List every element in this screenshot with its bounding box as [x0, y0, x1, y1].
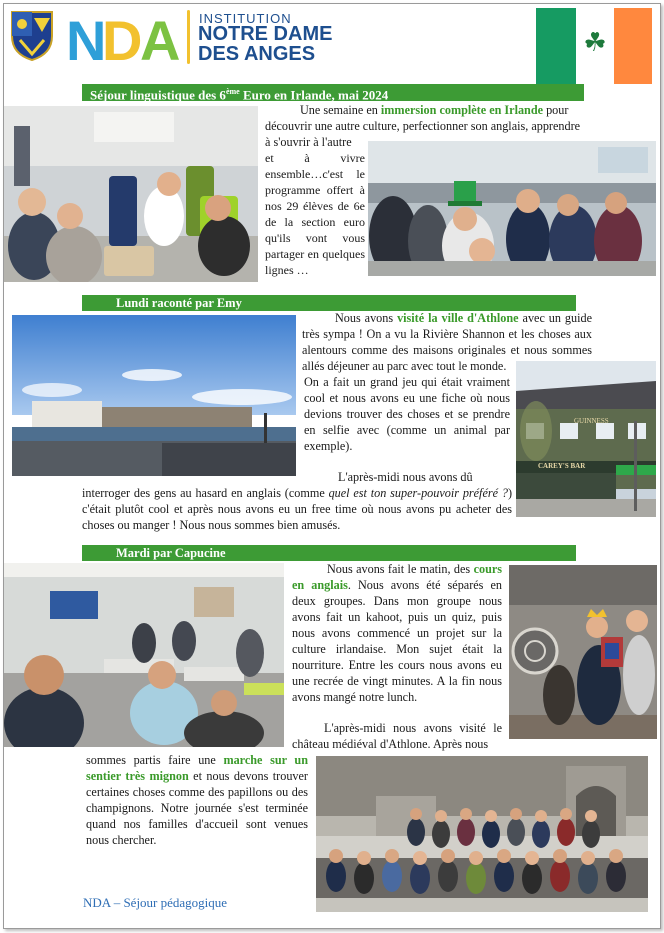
monday-p1-pre: Nous avons: [335, 311, 398, 325]
page-title: [82, 84, 584, 101]
title-superscript: ème: [225, 87, 240, 96]
monday-p2-pre: interroger des gens au hasard en anglais (comme: [82, 486, 329, 500]
logo-letter-a: A: [140, 10, 181, 66]
intro-rest: et à vivre ensemble…c'est le programme offert à nos 29 élèves de 6e de la section euro qu'ils vont vous partager en quelques lignes …: [265, 151, 365, 277]
intro-text-post: pour: [543, 103, 569, 117]
tuesday-paragraph-2: [86, 752, 308, 848]
photo-students-airport-floor: [4, 106, 258, 282]
logo-letter-d: D: [102, 10, 143, 66]
title-text-pre: Séjour linguistique des 6: [90, 87, 226, 103]
irish-flag-green: [536, 8, 576, 84]
intro-line-2: découvrir une autre culture, perfectionner son anglais, apprendre: [265, 119, 581, 133]
school-name-line1: NOTRE DAME: [198, 23, 333, 45]
irish-flag-orange: [614, 8, 652, 84]
photo-students-airport-hall: [368, 141, 656, 276]
page: [3, 3, 661, 929]
monday-p2-post: ) c'était plutôt cool et après nous avons eu un free time où nous avons pu acheter des choses ou manger ! Nous nous sommes bien amusés.: [82, 486, 512, 532]
monday-p1-post: avec un guide très sympa ! On a vu la Rivière Shannon et les choses aux alentours comme des maisons originales et nous sommes allés déjeuner au parc avec tout le monde.: [302, 311, 593, 373]
school-crest: [10, 10, 54, 62]
monday-paragraph-2-start: L'après-midi nous avons dû: [338, 470, 473, 484]
photo-classroom-lesson: [4, 563, 284, 747]
tuesday-p2-post: et nous devons trouver certaines choses comme des papillons ou des champignons. Notre journée s'est terminée quand nos familles d'accueil sont venues nous chercher.: [86, 769, 308, 847]
intro-line-1: [300, 102, 578, 118]
institution-label: INSTITUTION: [199, 11, 292, 26]
shamrock-icon: ☘: [583, 28, 607, 58]
nda-logo: [66, 10, 181, 66]
section-monday-heading: Lundi raconté par Emy: [82, 295, 576, 311]
tuesday-paragraph-1: [292, 561, 502, 705]
tuesday-p2-start: L'après-midi nous avons visité le château médiéval d'Athlone. Après nous: [292, 721, 502, 751]
shop-sign-careys-bar: CAREY'S BAR: [538, 462, 586, 470]
tuesday-highlight-walk: marche sur un sentier très mignon: [86, 753, 308, 783]
monday-highlight: visité la ville d'Athlone: [397, 311, 519, 325]
photo-careys-bar-street: [516, 361, 656, 517]
tuesday-p1-post: . Nous avons été séparés en deux groupes. Dans mon groupe nous avons fait un kahoot, puis un quiz, puis nous avons commencé un projet sur la culture irlandaise. Mon sujet était la nourriture. Entre les cours nous avons eu une recrée de vingt minutes. A la fin nous avons mangé notre lunch.: [292, 578, 502, 704]
tuesday-p2-pre: sommes partis faire une: [86, 753, 224, 767]
monday-paragraph-1-cont: On a fait un grand jeu qui était vraiment cool et nous avons eu une fiche où nous devions trouver des choses et se prendre en selfie avec (comme un animal par exemple).: [304, 375, 510, 453]
shop-sign-guinness: GUINNESS: [574, 417, 609, 425]
logo-letter-n: N: [66, 10, 107, 66]
monday-paragraph-2: [82, 485, 512, 533]
monday-p2-italic: quel est ton super-pouvoir préféré ?: [328, 486, 508, 500]
tuesday-p1-pre: Nous avons fait le matin, des: [327, 562, 474, 576]
school-name-line2: DES ANGES: [198, 43, 316, 65]
title-text-post: Euro en Irlande, mai 2024: [239, 87, 389, 103]
tuesday-paragraph-2-start: [292, 720, 502, 752]
photo-castle-costumes: [509, 565, 657, 739]
tuesday-highlight-lessons: cours en anglais: [292, 562, 502, 592]
logo-divider: [187, 10, 190, 64]
intro-highlight: immersion complète en Irlande: [380, 103, 544, 117]
intro-line-3: à s'ouvrir à l'autre: [265, 135, 352, 149]
intro-text-pre: Une semaine en: [300, 103, 381, 117]
section-tuesday-heading: Mardi par Capucine: [82, 545, 576, 561]
photo-group-castle-steps: [316, 756, 648, 912]
photo-athlone-river-view: [12, 315, 296, 476]
footer-text: NDA – Séjour pédagogique: [83, 895, 228, 910]
